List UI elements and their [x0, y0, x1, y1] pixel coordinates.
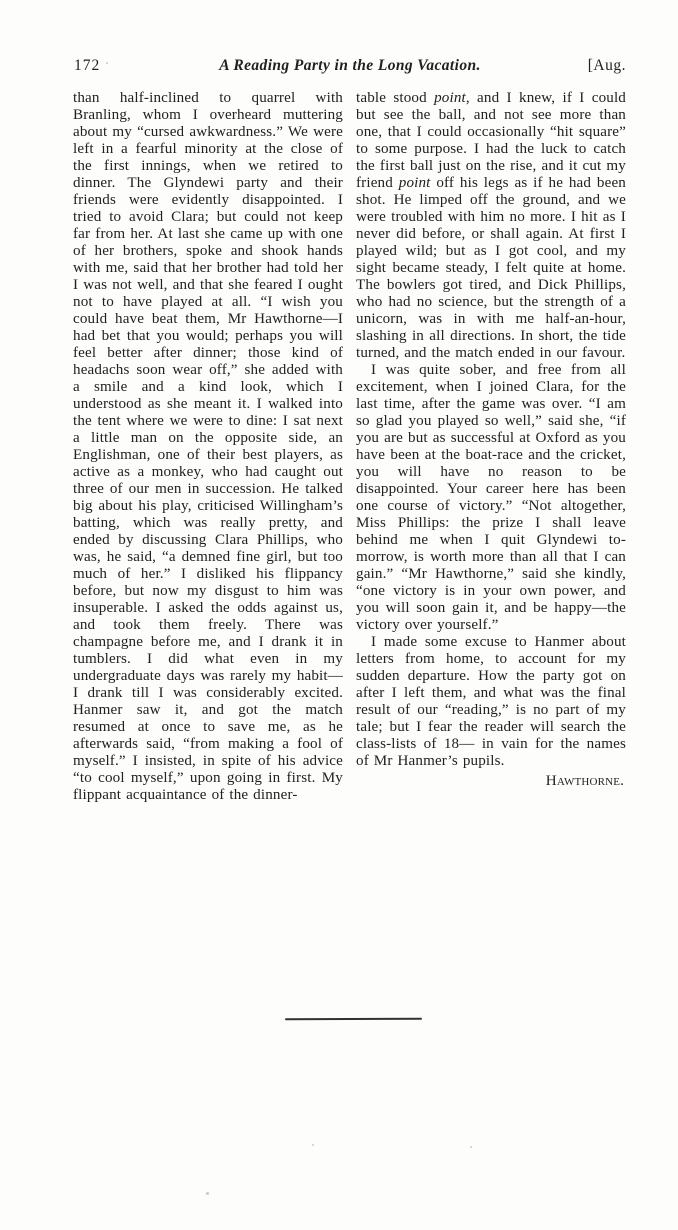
body-paragraph: I was quite sober, and free from all excitement, when I joined Clara, for the last time, after the game was over. “I am so glad you played so well,” said she, “if you are but as successful at Oxford as you have been at the boat-race and the cricket, you will have no reason to be disappointed. Your career here has been one course of victory.” “Not altogether, Miss Phillips: the prize I shall leave behind me when I quit Glyndewi to-morrow, is worth more than all that I can gain.” “Mr Hawthorne,” said she kindly, “one victory is in your own power, and you will soon gain it, and be happy—the victory over yourself.” [356, 362, 626, 633]
body-paragraph: I made some excuse to Hanmer about letters from home, to account for my sudden departure. How the party got on after I left them, and what was the final result of our “reading,” is no part of my tale; but I fear the reader will search the class-lists of 18— in vain for the names of Mr Hanmer’s pupils. [356, 634, 626, 769]
scan-speck [470, 1146, 472, 1148]
page-number: 172 [74, 57, 101, 74]
page-header [74, 56, 626, 76]
left-column [73, 90, 343, 804]
scan-speck [206, 1192, 209, 1195]
body-paragraph: table stood point, and I knew, if I could but see the ball, and not see more than one, that I could occasionally “hit square” to some purpose. I had the luck to catch the first ball just on the rise, and it cut my friend point off his legs as if he had been shot. He limped off the ground, and we were troubled with him no more. I hit as I never did before, or shall again. At first I played wild; but as I got cool, and my sight became steady, I felt quite at home. The bowlers got tired, and Dick Phillips, who had no science, but the strength of a unicorn, was in with me half-an-hour, slashing in all directions. In short, the tide turned, and the match ended in our favour. [356, 90, 626, 361]
issue-month: [Aug. [587, 57, 626, 74]
right-column [356, 90, 626, 804]
scan-speck [312, 1144, 314, 1146]
scan-speck [106, 62, 108, 64]
running-title: A Reading Party in the Long Vacation. [219, 57, 481, 74]
author-signature: Hawthorne. [545, 773, 624, 789]
text-columns [73, 90, 626, 804]
section-divider-rule [285, 1018, 422, 1021]
body-paragraph: than half-inclined to quarrel with Branling, whom I overheard muttering about my “cursed awkwardness.” We were left in a fearful minority at the close of the first innings, when we retired to dinner. The Glyndewi party and their friends were evidently disappointed. I tried to avoid Clara; but could not keep far from her. At last she came up with one of her brothers, spoke and shook hands with me, said that her brother had told her I was not well, and that she feared I ought not to have played at all. “I wish you could have beat them, Mr Hawthorne—I had bet that you would; perhaps you will feel better after dinner; those kind of headachs soon wear off,” she added with a smile and a kind look, which I understood as she meant it. I walked into the tent where we were to dine: I sat next a little man on the opposite side, an Englishman, one of their best players, as active as a monkey, who had caught out three of our men in succession. He talked big about his play, criticised Willingham’s batting, which was really pretty, and ended by discussing Clara Phillips, who was, he said, “a demned fine girl, but too much of her.” I disliked his flippancy before, but now my disgust to him was insuperable. I asked the odds against us, and took them freely. There was champagne before me, and I drank it in tumblers. I did what even in my undergraduate days was rarely my habit—I drank till I was considerably excited. Hanmer saw it, and got the match resumed at once to save me, as he afterwards said, “from making a fool of myself.” I insisted, in spite of his advice “to cool myself,” upon going in first. My flippant acquaintance of the dinner- [73, 90, 343, 803]
